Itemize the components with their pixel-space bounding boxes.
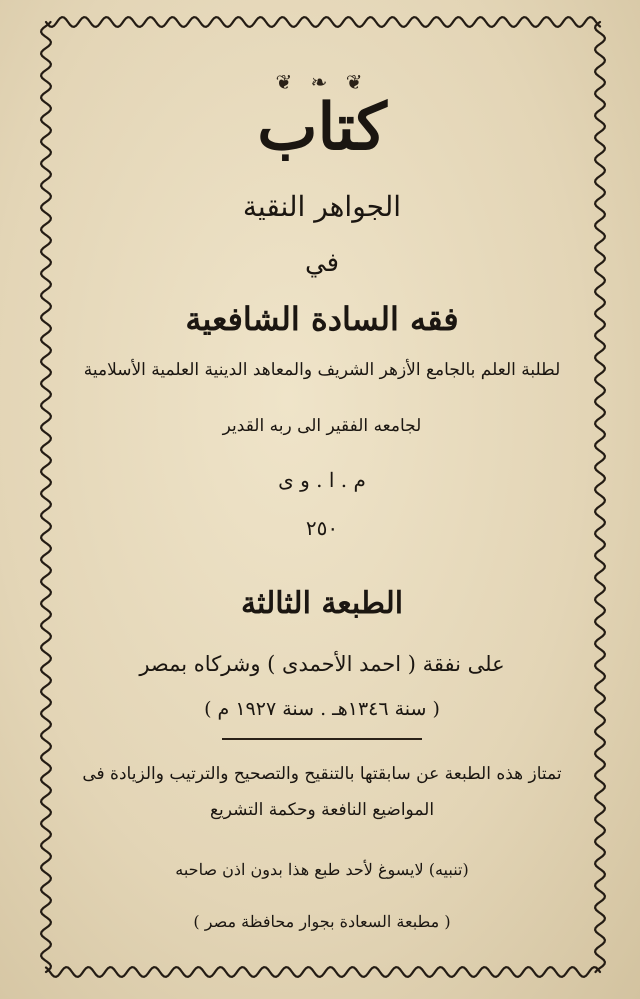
preposition-fi: في (304, 248, 340, 278)
border-wave (46, 17, 600, 27)
border-wave (595, 22, 605, 972)
publication-date: ( سنة ١٣٤٦هـ . سنة ١٩٢٧ م ) (204, 698, 440, 720)
book-subject: فقه السادة الشافعية (185, 300, 459, 338)
title-page-content (72, 60, 572, 960)
edition-features-line-2: المواضيع النافعة وحكمة التشريع (209, 800, 435, 820)
edition-features-line-1: تمتاز هذه الطبعة عن سابقتها بالتنقيح والتصحيح والترتيب والزيادة فى (82, 764, 562, 784)
divider-line (222, 738, 422, 740)
kitab-heading: كتاب (257, 90, 387, 165)
border-wave (46, 967, 600, 977)
title-ornament: ❦ ❧ ❦ (275, 70, 369, 94)
compiler-name: م . ا . و ى (278, 468, 366, 492)
edition-heading: الطبعة الثالثة (240, 586, 404, 621)
publisher-line: على نفقة ( احمد الأحمدى ) وشركاه بمصر (139, 652, 505, 676)
intended-audience: لطلبة العلم بالجامع الأزهر الشريف والمعاهد الدينية العلمية الأسلامية (83, 360, 561, 380)
page-number: ٢٥٠ (305, 516, 339, 540)
copyright-notice: (تنبيه) لايسوغ لأحد طبع هذا بدون اذن صاحبه (175, 860, 469, 879)
border-wave (41, 22, 51, 972)
printing-press: ( مطبعة السعادة بجوار محافظة مصر ) (193, 912, 451, 931)
book-title: الجواهر النقية (242, 190, 402, 223)
compiler-label: لجامعه الفقير الى ربه القدير (222, 416, 422, 436)
